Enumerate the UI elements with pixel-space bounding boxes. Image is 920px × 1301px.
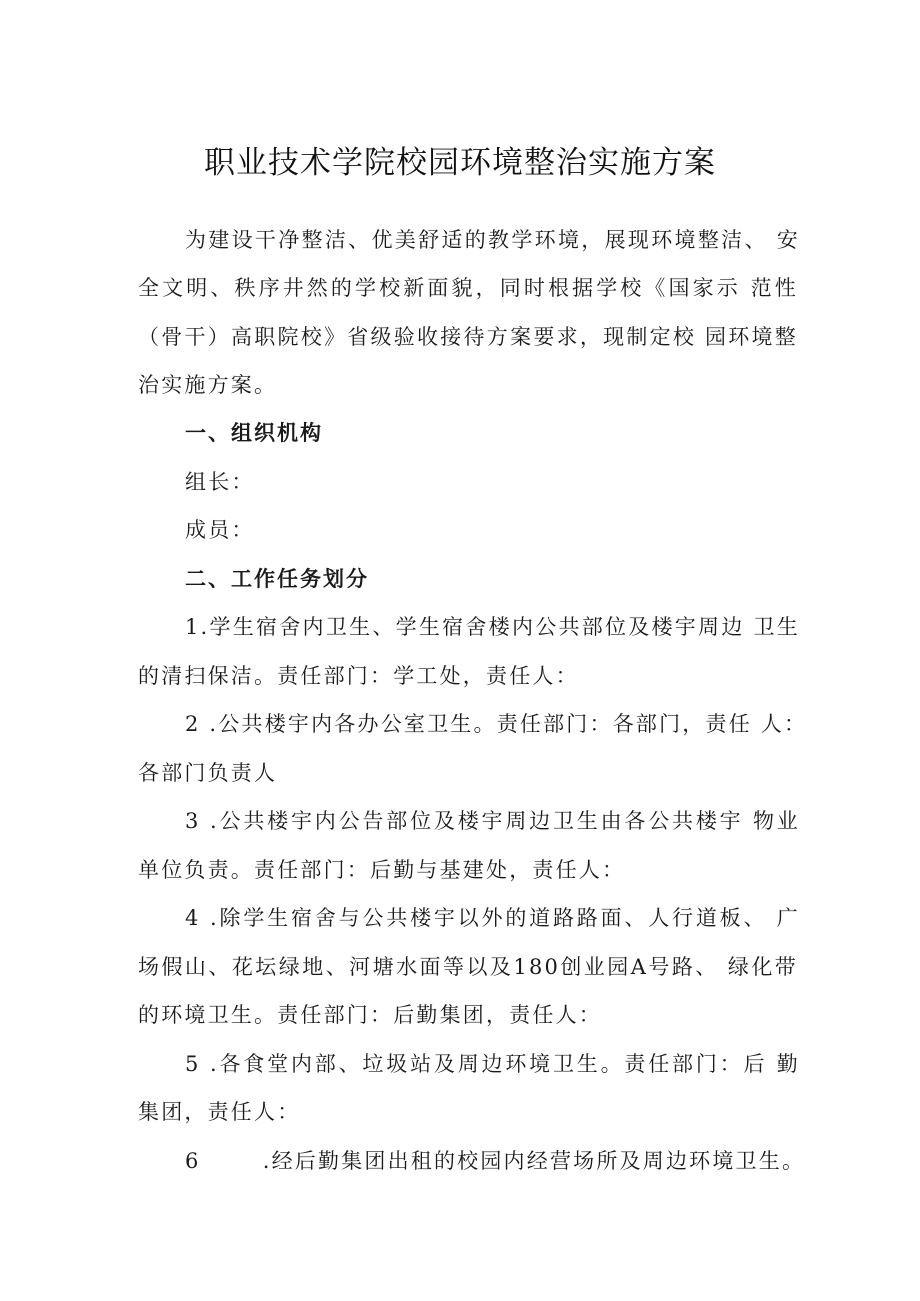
paragraph-line: 全文明、秩序井然的学校新面貌，同时根据学校《国家示 范性: [138, 276, 798, 300]
paragraph-line: 3 .公共楼宇内公告部位及楼宇周边卫生由各公共楼宇 物业: [185, 809, 800, 833]
paragraph-line: 4 .除学生宿舍与公共楼宇以外的道路路面、人行道板、 广: [185, 906, 800, 930]
paragraph-line: 治实施方案。: [138, 373, 278, 397]
paragraph-line: 各部门负责人: [138, 761, 278, 785]
paragraph-line: （骨干）高职院校》省级验收接待方案要求，现制定校 园环境整: [138, 325, 798, 349]
paragraph-line: 单位负责。责任部门：后勤与基建处，责任人：: [138, 858, 626, 882]
paragraph-line: 5 .各食堂内部、垃圾站及周边环境卫生。责任部门：后 勤: [185, 1052, 800, 1076]
document-title: 职业技术学院校园环境整治实施方案: [204, 145, 716, 181]
paragraph-line: 的清扫保洁。责任部门：学工处，责任人：: [138, 664, 579, 688]
paragraph-line: 1.学生宿舍内卫生、学生宿舍楼内公共部位及楼宇周边 卫生: [185, 615, 800, 639]
section-heading: 二、工作任务划分: [185, 567, 369, 591]
paragraph-line: 集团，责任人：: [138, 1100, 301, 1124]
paragraph-line: 2 .公共楼宇内各办公室卫生。责任部门：各部门，责任 人：: [185, 712, 808, 736]
section-heading: 一、组织机构: [185, 421, 323, 445]
paragraph-line: 组长：: [185, 470, 255, 494]
paragraph-line: 6 .经后勤集团出租的校园内经营场所及周边环境卫生。: [185, 1149, 806, 1173]
paragraph-line: 为建设干净整洁、优美舒适的教学环境，展现环境整洁、 安: [185, 228, 800, 252]
paragraph-line: 的环境卫生。责任部门：后勤集团，责任人：: [138, 1003, 602, 1027]
paragraph-line: 场假山、花坛绿地、河塘水面等以及180创业园A号路、 绿化带: [138, 955, 798, 979]
paragraph-line: 成员：: [185, 518, 255, 542]
